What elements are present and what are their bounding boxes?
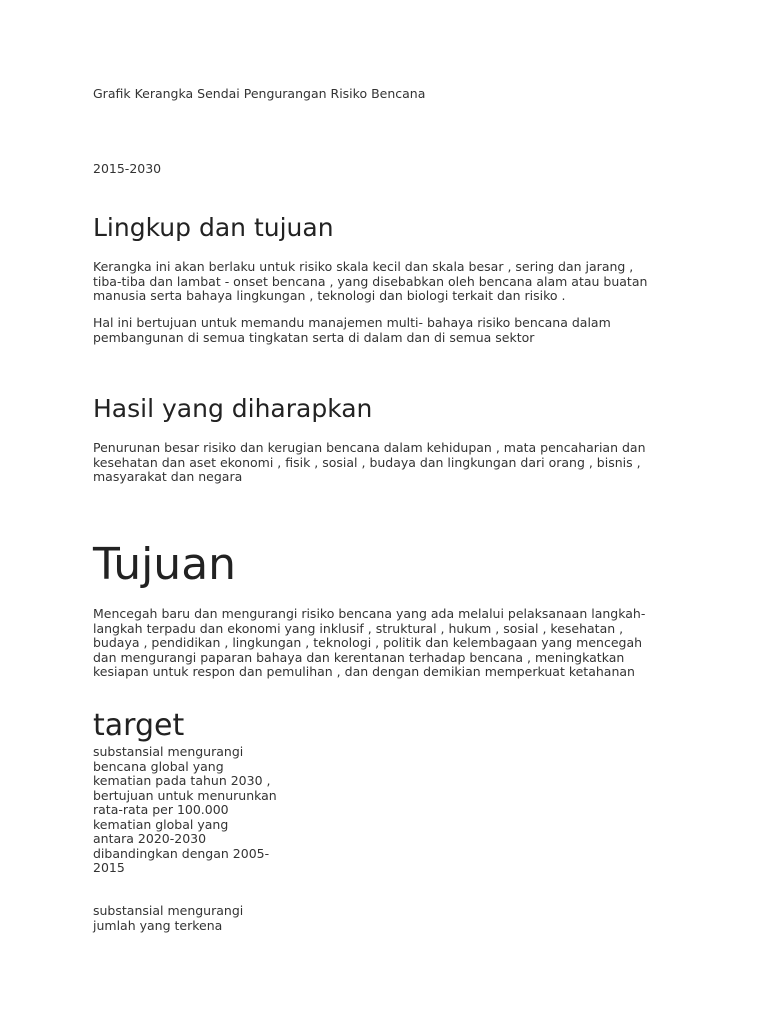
target-item-1: substansial mengurangi bencana global yang kematian pada tahun 2030 , bertujuan untuk menurunkan rata-rata per 100.000 kematian global yang antara 2020-2030 dibandingkan dengan 2005- 2015 bbox=[93, 744, 277, 875]
goal-heading: Tujuan bbox=[93, 539, 237, 590]
scope-heading: Lingkup dan tujuan bbox=[93, 213, 334, 242]
document-title: Grafik Kerangka Sendai Pengurangan Risiko Bencana bbox=[93, 86, 426, 101]
outcome-paragraph: Penurunan besar risiko dan kerugian bencana dalam kehidupan , mata pencaharian dan kesehatan dan aset ekonomi , fisik , sosial , budaya dan lingkungan dari orang , bisnis , masyarakat dan negara bbox=[93, 440, 646, 484]
target-item-2: substansial mengurangi jumlah yang terkena bbox=[93, 903, 244, 933]
target-heading: target bbox=[93, 708, 185, 743]
scope-paragraph-2: Hal ini bertujuan untuk memandu manajemen multi- bahaya risiko bencana dalam pembangunan di semua tingkatan serta di dalam dan di semua sektor bbox=[93, 315, 611, 345]
outcome-heading: Hasil yang diharapkan bbox=[93, 394, 373, 423]
goal-paragraph: Mencegah baru dan mengurangi risiko bencana yang ada melalui pelaksanaan langkah- langkah terpadu dan ekonomi yang inklusif , struktural , hukum , sosial , kesehatan , budaya , pendidikan , lingkungan , teknologi , politik dan kelembagaan yang mencegah dan mengurangi paparan bahaya dan kerentanan terhadap bencana , meningkatkan kesiapan untuk respon dan pemulihan , dan dengan demikian memperkuat ketahanan bbox=[93, 606, 646, 679]
scope-paragraph-1: Kerangka ini akan berlaku untuk risiko skala kecil dan skala besar , sering dan jarang , tiba-tiba dan lambat - onset bencana , yang disebabkan oleh bencana alam atau buatan manusia serta bahaya lingkungan , teknologi dan biologi terkait dan risiko . bbox=[93, 259, 648, 303]
year-range: 2015-2030 bbox=[93, 161, 162, 176]
